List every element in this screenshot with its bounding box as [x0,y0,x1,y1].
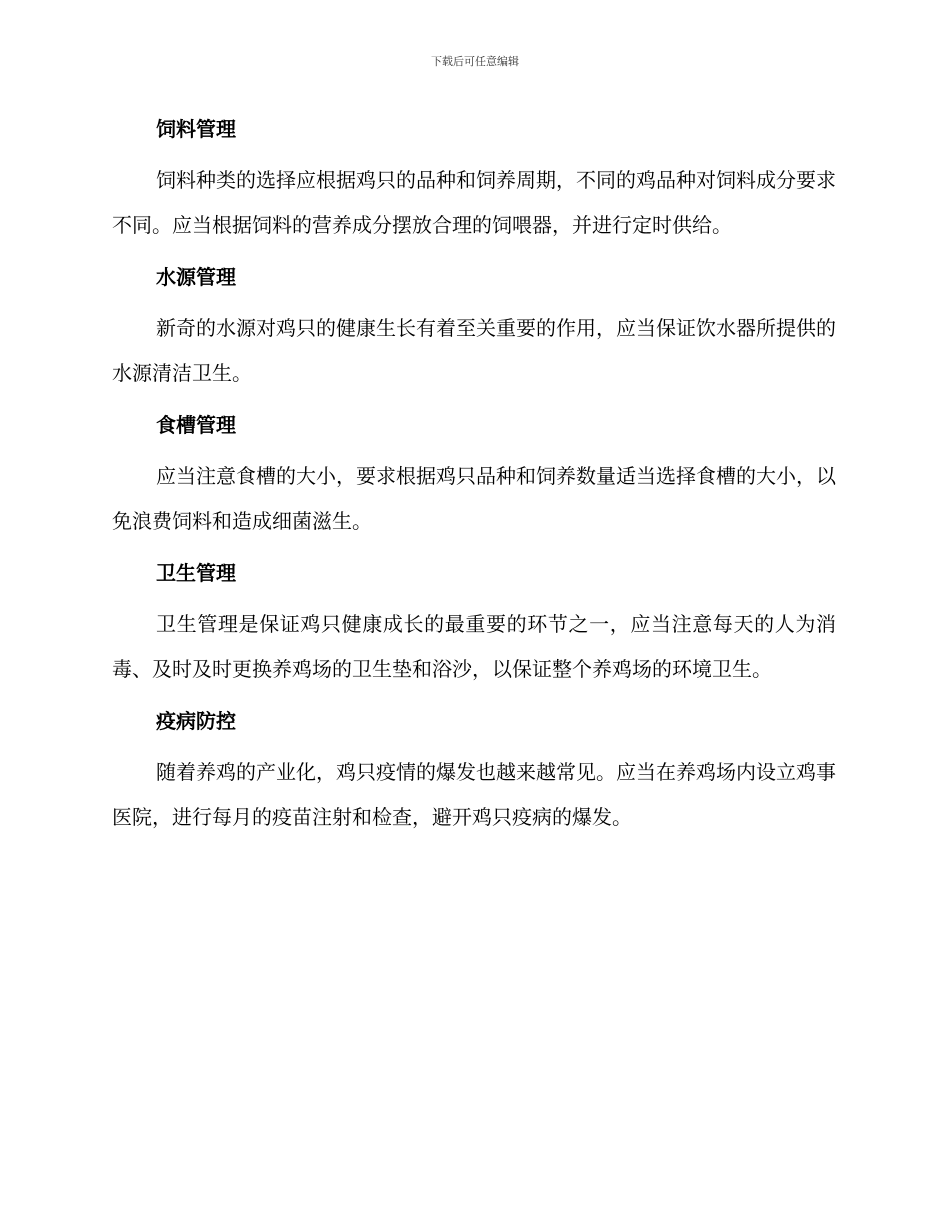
section-hygiene-management [112,556,836,692]
section-heading: 食槽管理 [156,413,236,437]
section-paragraph: 新奇的水源对鸡只的健康生长有着至关重要的作用，应当保证饮水器所提供的水源清洁卫生。 [112,316,836,385]
section-feed-management [112,112,836,248]
document-body [112,112,836,852]
section-heading: 水源管理 [156,265,236,289]
section-paragraph: 应当注意食槽的大小，要求根据鸡只品种和饲养数量适当选择食槽的大小，以免浪费饲料和造成细菌滋生。 [112,464,836,533]
section-paragraph: 随着养鸡的产业化，鸡只疫情的爆发也越来越常见。应当在养鸡场内设立鸡事医院，进行每月的疫苗注射和检查，避开鸡只疫病的爆发。 [112,760,836,829]
section-heading: 卫生管理 [156,561,236,585]
section-water-management [112,260,836,396]
section-paragraph: 卫生管理是保证鸡只健康成长的最重要的环节之一，应当注意每天的人为消毒、及时及时更换养鸡场的卫生垫和浴沙，以保证整个养鸡场的环境卫生。 [112,612,836,681]
section-heading: 疫病防控 [156,709,236,733]
section-trough-management [112,408,836,544]
section-heading: 饲料管理 [156,117,236,141]
section-paragraph: 饲料种类的选择应根据鸡只的品种和饲养周期，不同的鸡品种对饲料成分要求不同。应当根据饲料的营养成分摆放合理的饲喂器，并进行定时供给。 [112,168,836,237]
page-header-note: 下载后可任意编辑 [431,55,519,68]
section-disease-control [112,704,836,840]
